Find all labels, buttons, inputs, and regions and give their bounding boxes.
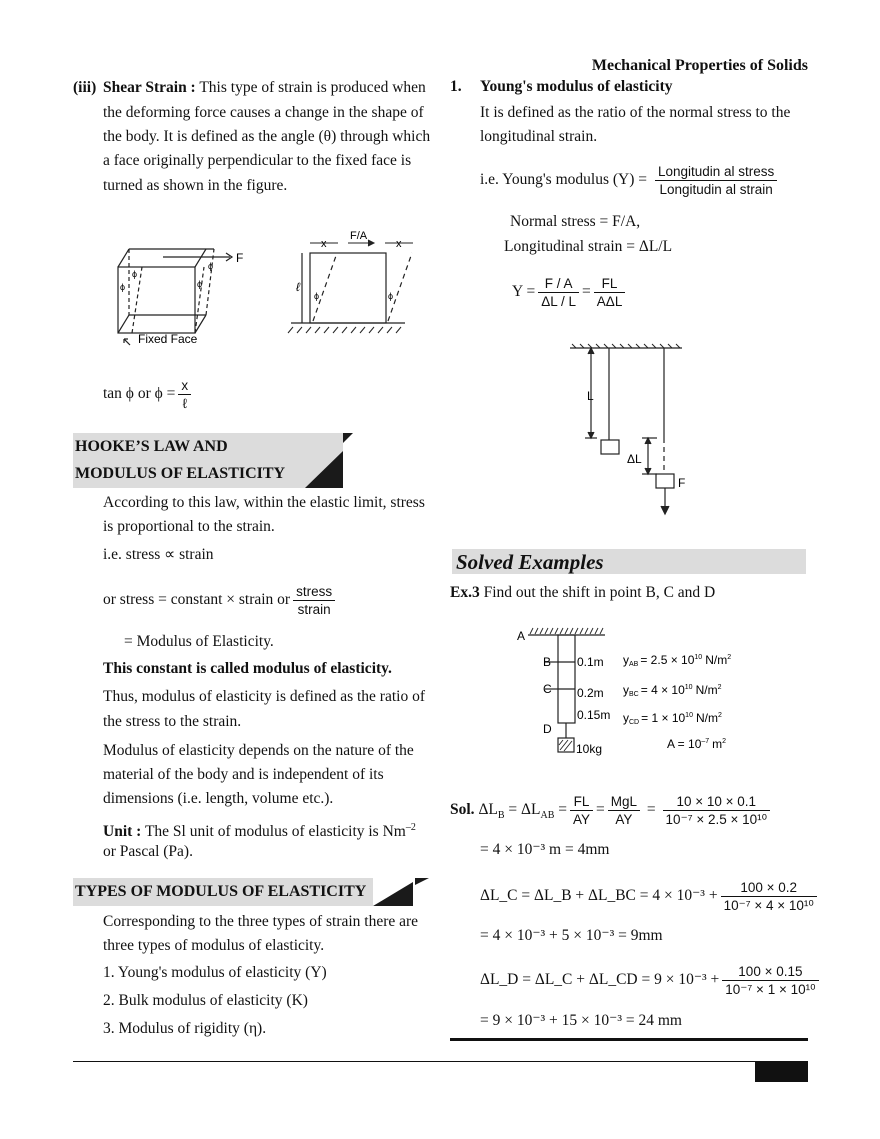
unit-label: Unit : <box>103 823 142 841</box>
text-line: the deforming force causes a change in the shape of <box>103 104 424 121</box>
solution-result-3: = 9 × 10⁻³ + 15 × 10⁻³ = 24 mm <box>480 1012 682 1029</box>
x-label: x <box>321 238 327 250</box>
text-line: or Pascal (Pa). <box>103 843 193 860</box>
unit: N/m <box>695 711 718 725</box>
numerator: FL <box>594 275 626 293</box>
section-heading-hooke <box>73 433 353 488</box>
example-label: Ex.3 <box>450 584 480 601</box>
solution-line-1: Sol. $\Delta L_B = \Delta L_{AB}$ = $\frac{FL}{AY}$ = $\frac{\text{MgL}}{AY}$ = $\frac{10 \times 10 \times 0.1}{\text{10⁻⁷ × 2.5 × 10¹⁰}}$ <box>450 792 773 834</box>
exponent: 10 <box>694 654 703 661</box>
text-line: Thus, modulus of elasticity is defined as the ratio of <box>103 688 425 705</box>
point-b-label: B <box>543 655 552 669</box>
wire-extension-figure <box>560 340 700 520</box>
mass-label: 10kg <box>576 742 603 756</box>
item-number: 1. <box>450 78 462 95</box>
unit: m <box>712 737 723 751</box>
formula-lhs: tan ϕ or ϕ = <box>103 385 176 402</box>
example-rod-figure <box>510 625 810 765</box>
length-label: 0.1m <box>577 655 604 669</box>
young-heading: Young's modulus of elasticity <box>480 78 673 95</box>
exponent: 2 <box>722 738 727 745</box>
exponent: –7 <box>701 738 710 745</box>
item-marker: (iii) <box>73 79 97 96</box>
young-definition-formula <box>480 162 780 198</box>
text: The Sl unit of modulus of elasticity is Nm <box>144 823 406 841</box>
young-cd-label <box>623 711 722 726</box>
shear-strain-title: Shear Strain : <box>103 79 196 96</box>
value: = 2.5 × 10 <box>640 653 695 667</box>
denominator: AΔL <box>596 293 623 309</box>
exponent: 2 <box>717 712 722 719</box>
area-label <box>667 737 726 751</box>
exponent: 2 <box>717 684 722 691</box>
denominator: 10⁻⁷ × 1 × 10¹⁰ <box>725 981 816 997</box>
heading-corner-decoration <box>373 878 429 906</box>
superscript: –2 <box>405 822 416 833</box>
phi-label: ϕ <box>132 269 138 279</box>
phi-label: ϕ <box>120 282 126 292</box>
text-line: dimensions (i.e. length, volume etc.). <box>103 790 334 807</box>
text-line: Corresponding to the three types of strain there are <box>103 913 419 930</box>
formula-lhs: Y = <box>512 283 536 300</box>
text-line: turned as shown in the figure. <box>103 177 288 194</box>
denominator: strain <box>297 601 331 617</box>
numerator: x <box>178 377 191 395</box>
text: = <box>558 801 568 818</box>
unit: N/m <box>705 653 728 667</box>
phi-label: ϕ <box>388 291 394 301</box>
point-d-label: D <box>543 722 552 736</box>
subscript: CD <box>629 719 640 726</box>
solved-examples-banner <box>452 549 806 574</box>
solution-result-1: = 4 × 10⁻³ m = 4mm <box>480 841 610 858</box>
page-number-box <box>755 1062 808 1082</box>
text: Find out the shift in point B, C and D <box>483 584 716 601</box>
tan-formula <box>103 376 194 412</box>
length-label: 0.2m <box>577 686 604 700</box>
phi-label: ϕ <box>197 279 203 289</box>
point-c-label: C <box>543 682 552 696</box>
solution-line-2 <box>480 878 820 914</box>
denominator: AY <box>573 811 591 827</box>
subscript: B <box>497 810 505 822</box>
text-line: = Modulus of Elasticity. <box>124 633 274 650</box>
point-a-label: A <box>517 629 526 643</box>
text-line: three types of modulus of elasticity. <box>103 937 325 954</box>
running-header: Mechanical Properties of Solids <box>591 57 808 74</box>
numerator: 100 × 0.2 <box>721 879 817 897</box>
heading-corner-decoration <box>305 433 353 488</box>
subscript: BC <box>629 691 639 698</box>
phi-label: ϕ <box>208 261 214 271</box>
denominator: Longitudin al strain <box>659 181 773 197</box>
list-item: 1. Young's modulus of elasticity (Y) <box>103 964 327 981</box>
denominator: ℓ <box>182 395 187 411</box>
list-item: 3. Modulus of rigidity (η). <box>103 1020 267 1037</box>
section-heading-types <box>73 878 429 906</box>
heading-line: HOOKE’S LAW AND <box>75 438 228 455</box>
exponent: 10 <box>684 684 693 691</box>
formula-text: i.e. Young's modulus (Y) = <box>480 171 647 188</box>
solution-label: Sol. <box>450 801 475 818</box>
fixed-face-label: Fixed Face <box>138 332 198 346</box>
text-line: is proportional to the strain. <box>103 518 275 535</box>
length-label: ℓ <box>296 280 300 294</box>
extension-label: ΔL <box>627 452 642 466</box>
young-formula: Y = $\frac{F / A}{\Delta L / L}$ = $\frac{FL}{\text{AΔL}}$ <box>512 274 628 310</box>
x-label: x <box>396 238 402 250</box>
text-line: It is defined as the ratio of the normal stress to the <box>480 104 791 121</box>
force-label: F <box>678 476 686 490</box>
length-label: L <box>587 389 594 403</box>
text-line: material of the body and is independent of its <box>103 766 384 783</box>
numerator: Longitudin al stress <box>655 163 777 181</box>
numerator: FL <box>570 793 593 811</box>
phi-label: ϕ <box>314 291 320 301</box>
text-line: longitudinal strain. <box>480 128 598 145</box>
stress-label: F/A <box>350 230 368 242</box>
bold-statement: This constant is called modulus of elasticity. <box>103 660 392 677</box>
solution-line-3 <box>480 962 822 998</box>
denominator: AY <box>615 811 633 827</box>
numerator: stress <box>293 583 335 601</box>
text: This type of strain is produced when <box>199 79 426 96</box>
text-line: Longitudinal strain = ΔL/L <box>504 238 673 255</box>
shear-strain-line <box>103 78 426 98</box>
y-symbol: y <box>623 683 629 697</box>
text: = ΔL <box>508 801 541 818</box>
list-item: 2. Bulk modulus of elasticity (K) <box>103 992 308 1009</box>
text-line: Modulus of elasticity depends on the nature of the <box>103 742 414 759</box>
y-symbol: y <box>623 653 629 667</box>
heading-line: MODULUS OF ELASTICITY <box>75 465 286 482</box>
young-ab-label <box>623 653 731 668</box>
value: A = 10 <box>667 737 702 751</box>
solution-result-2: = 4 × 10⁻³ + 5 × 10⁻³ = 9mm <box>480 927 663 944</box>
text-line: Normal stress = F/A, <box>510 213 641 230</box>
text: ΔL_C = ΔL_B + ΔL_BC = 4 × 10⁻³ + <box>480 887 718 904</box>
text: ΔL <box>478 801 498 818</box>
numerator: F / A <box>538 275 579 293</box>
solved-examples-heading: Solved Examples <box>456 550 604 574</box>
y-symbol: y <box>623 711 629 725</box>
denominator: 10⁻⁷ × 4 × 10¹⁰ <box>723 897 814 913</box>
text-line: the stress to the strain. <box>103 713 242 730</box>
section-end-rule <box>450 1038 808 1041</box>
force-label: F <box>236 251 244 265</box>
numerator: 10 × 10 × 0.1 <box>663 793 771 811</box>
example-question <box>450 583 715 603</box>
value: = 1 × 10 <box>641 711 686 725</box>
text-line: According to this law, within the elastic limit, stress <box>103 494 425 511</box>
unit-line <box>103 818 416 842</box>
text-line: the body. It is defined as the angle (θ) through which <box>103 128 431 145</box>
numerator: 100 × 0.15 <box>722 963 818 981</box>
or-formula <box>103 582 338 618</box>
denominator: ΔL / L <box>541 293 577 309</box>
numerator: MgL <box>608 793 640 811</box>
value: = 4 × 10 <box>640 683 685 697</box>
formula-text: or stress = constant × strain or <box>103 591 291 608</box>
subscript: AB <box>629 661 639 668</box>
young-bc-label <box>623 683 722 698</box>
denominator: 10⁻⁷ × 2.5 × 10¹⁰ <box>665 811 768 827</box>
exponent: 2 <box>727 654 732 661</box>
text: ΔL_D = ΔL_C + ΔL_CD = 9 × 10⁻³ + <box>480 971 720 988</box>
shear-strain-figure <box>80 225 440 350</box>
footer-rule <box>73 1061 808 1062</box>
exponent: 10 <box>685 712 693 719</box>
subscript: AB <box>540 810 555 822</box>
text-line: i.e. stress ∝ strain <box>103 546 214 563</box>
text-line: a face originally perpendicular to the fixed face is <box>103 152 412 169</box>
heading-line: TYPES OF MODULUS OF ELASTICITY <box>75 883 367 900</box>
length-label: 0.15m <box>577 708 611 722</box>
unit: N/m <box>695 683 718 697</box>
